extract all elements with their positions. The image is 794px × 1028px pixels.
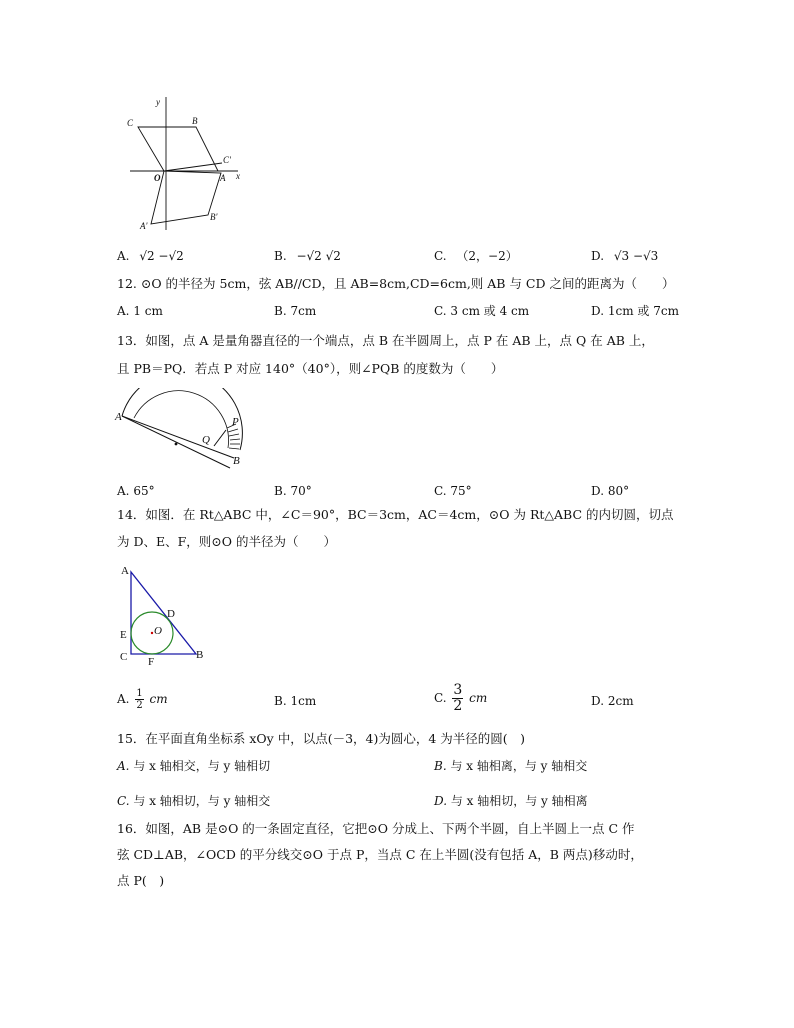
q15-option-a-letter: A.	[117, 759, 130, 773]
q14-option-c-num: 3	[453, 682, 463, 698]
q13-option-c[interactable]	[434, 483, 472, 499]
q11-label-b: B	[192, 116, 198, 126]
q11-option-a[interactable]	[117, 248, 184, 264]
q15-option-b-text: 与 x 轴相离，与 y 轴相交	[450, 759, 588, 773]
q12-option-c[interactable]	[434, 303, 529, 319]
q11-label-c: C	[127, 118, 134, 128]
q12-option-c-letter: C.	[434, 304, 447, 318]
q13-option-c-letter: C.	[434, 484, 447, 498]
q15-option-c-letter: C.	[117, 794, 130, 808]
q11-label-x: x	[236, 171, 240, 181]
q11-option-d-letter: D.	[591, 249, 605, 263]
q13-stem-line1: 13．如图，点 A 是量角器直径的一个端点，点 B 在半圆周上，点 P 在 AB 上，点 Q 在 AB 上，	[117, 333, 654, 348]
q13-option-a-text: 65°	[133, 484, 155, 498]
q14-stem-line2: 为 D、E、F，则⊙O 的半径为（ ）	[117, 534, 336, 549]
q11-option-b-letter: B.	[274, 249, 287, 263]
q14-option-c-fraction	[452, 683, 463, 714]
q11-option-a-letter: A.	[117, 249, 130, 263]
q14-option-d-letter: D.	[591, 694, 605, 708]
q11-option-c-text: （2，−2）	[456, 249, 518, 263]
q11-option-c[interactable]	[434, 248, 518, 264]
q14-option-b-text: 1cm	[290, 694, 317, 708]
q13-option-b-text: 70°	[290, 484, 312, 498]
q12-option-b-letter: B.	[274, 304, 287, 318]
q14-option-a-letter: A.	[117, 692, 130, 706]
q12-stem: 12. ⊙O 的半径为 5cm，弦 AB//CD，且 AB=8cm,CD=6cm,则 AB 与 CD 之间的距离为（ ）	[117, 276, 675, 291]
q12-option-d-text: 1cm 或 7cm	[607, 304, 679, 318]
q11-label-o: O	[154, 173, 161, 183]
q11-label-a: A	[220, 173, 226, 183]
q13-stem-line2: 且 PB＝PQ．若点 P 对应 140°（40°），则∠PQB 的度数为（ ）	[117, 361, 504, 376]
q14-label-a: A	[121, 565, 129, 577]
q14-option-a-den: 2	[136, 700, 143, 711]
q13-option-d-letter: D.	[591, 484, 605, 498]
q13-option-b-letter: B.	[274, 484, 287, 498]
q14-option-a-unit: cm	[149, 692, 168, 706]
q14-option-d[interactable]	[591, 693, 634, 709]
q11-label-c2: C'	[223, 155, 231, 165]
q11-option-a-text: √2 −√2	[139, 249, 184, 263]
q14-option-a[interactable]	[117, 688, 168, 711]
q16-stem-line2: 弦 CD⊥AB，∠OCD 的平分线交⊙O 于点 P，当点 C 在上半圆(没有包括 A，B 两点)移动时，	[117, 847, 643, 862]
q13-option-d-text: 80°	[607, 484, 630, 498]
q15-option-a[interactable]	[117, 758, 270, 774]
q11-option-c-letter: C.	[434, 249, 447, 263]
q11-label-b2: B'	[210, 212, 218, 222]
q13-diameter-ab	[122, 416, 234, 458]
q13-chord-ab2	[122, 416, 230, 468]
q11-line-oc2	[164, 163, 222, 171]
q14-center-dot	[151, 632, 153, 634]
q14-option-c-unit: cm	[469, 691, 488, 705]
q14-option-c[interactable]	[434, 683, 487, 714]
q12-option-d[interactable]	[591, 303, 679, 319]
q11-label-a2: A'	[140, 221, 148, 231]
q15-stem: 15．在平面直角坐标系 xOy 中，以点(－3，4)为圆心，4 为半径的圆( )	[117, 731, 526, 746]
q13-option-a-letter: A.	[117, 484, 130, 498]
q11-option-d[interactable]	[591, 248, 658, 264]
q13-option-a[interactable]	[117, 483, 155, 499]
q11-option-d-text: √3 −√3	[613, 249, 659, 263]
q15-option-d-letter: D.	[434, 794, 448, 808]
q14-option-a-num: 1	[136, 688, 143, 699]
q13-option-c-text: 75°	[450, 484, 472, 498]
q14-option-b-letter: B.	[274, 694, 287, 708]
q15-option-c-text: 与 x 轴相切，与 y 轴相交	[133, 794, 271, 808]
q14-option-c-letter: C.	[434, 691, 447, 705]
q13-label-p: P	[232, 416, 239, 428]
q11-option-b[interactable]	[274, 248, 341, 264]
q14-stem-line1: 14．如图．在 Rt△ABC 中，∠C＝90°，BC＝3cm，AC＝4cm，⊙O 为 Rt△ABC 的内切圆，切点	[117, 507, 674, 522]
q14-label-b: B	[196, 649, 204, 661]
q14-label-f: F	[148, 656, 155, 668]
q14-label-o: O	[154, 625, 162, 637]
q11-option-b-text: −√2 √2	[296, 249, 341, 263]
q14-label-e: E	[120, 629, 127, 641]
q12-option-c-text: 3 cm 或 4 cm	[450, 304, 530, 318]
q12-option-a[interactable]	[117, 303, 163, 319]
q13-option-b[interactable]	[274, 483, 312, 499]
q12-option-b[interactable]	[274, 303, 316, 319]
q14-label-d: D	[167, 608, 175, 620]
q15-option-d[interactable]	[434, 793, 588, 809]
q13-label-q: Q	[202, 434, 210, 446]
q16-stem-line1: 16．如图，AB 是⊙O 的一条固定直径，它把⊙O 分成上、下两个半圆，自上半圆上一点 C 作	[117, 821, 635, 836]
q16-stem-line3: 点 P( )	[117, 873, 165, 888]
q13-protractor-inner-arc	[134, 391, 229, 448]
q15-option-b-letter: B.	[434, 759, 447, 773]
q15-option-c[interactable]	[117, 793, 270, 809]
q11-square-cbao	[138, 127, 218, 171]
q13-label-a: A	[115, 411, 122, 423]
q12-option-b-text: 7cm	[290, 304, 317, 318]
q12-option-d-letter: D.	[591, 304, 605, 318]
q14-option-a-fraction	[135, 688, 143, 711]
q13-protractor-figure	[114, 388, 254, 470]
q14-option-b[interactable]	[274, 693, 316, 709]
q13-label-b: B	[233, 455, 240, 467]
q15-option-d-text: 与 x 轴相切，与 y 轴相离	[450, 794, 588, 808]
q13-option-d[interactable]	[591, 483, 629, 499]
q12-option-a-letter: A.	[117, 304, 130, 318]
q14-triangle-figure	[116, 562, 216, 670]
q13-center-dot	[175, 443, 178, 446]
q14-triangle-abc	[131, 572, 196, 654]
q15-option-b[interactable]	[434, 758, 587, 774]
q12-option-a-text: 1 cm	[133, 304, 163, 318]
q13-line-pq	[214, 430, 226, 446]
q11-label-y: y	[156, 97, 160, 107]
q11-coordinate-figure	[118, 95, 250, 235]
q14-label-c: C	[120, 651, 128, 663]
q15-option-a-text: 与 x 轴相交，与 y 轴相切	[133, 759, 271, 773]
q13-protractor-outer-arc	[122, 388, 242, 450]
q14-option-d-text: 2cm	[607, 694, 634, 708]
q14-option-c-den: 2	[453, 698, 463, 714]
